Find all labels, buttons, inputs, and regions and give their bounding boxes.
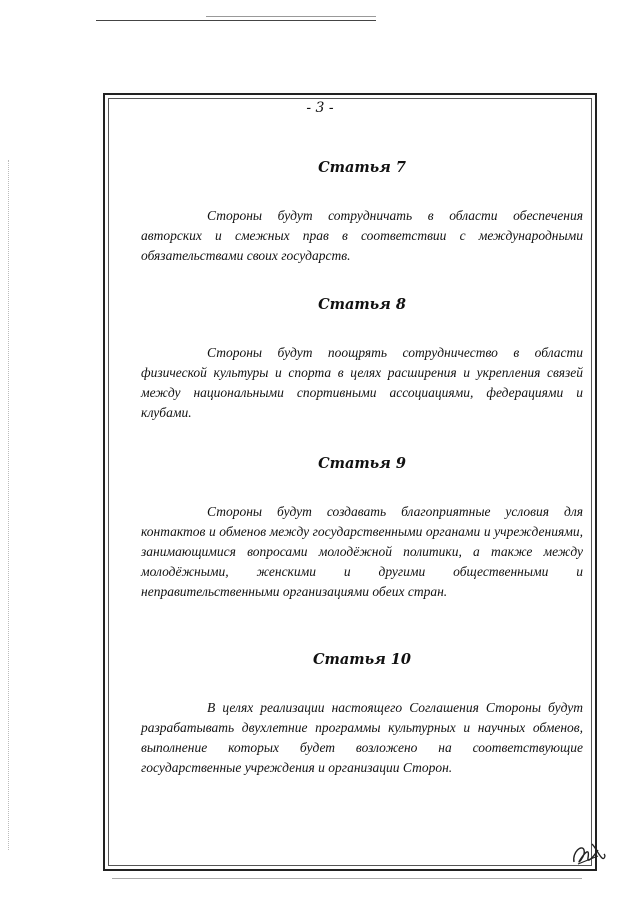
article-text: Стороны будут поощрять сотрудничество в области физической культуры и спорта в целях расширения и укрепления связей между национальными спортивными ассоциациями, федерациями и клубами. — [141, 345, 583, 420]
article-title: Статья 9 — [318, 455, 406, 472]
page-number: - 3 - — [306, 100, 334, 116]
article-text: Стороны будут сотрудничать в области обеспечения авторских и смежных прав в соответствии с международными обязательствами своих государств. — [141, 208, 583, 263]
article-9 — [141, 455, 583, 602]
top-scan-line — [96, 20, 376, 21]
article-title: Статья 10 — [313, 651, 411, 668]
bottom-scan-line — [112, 878, 582, 879]
signature-mark — [568, 836, 608, 870]
article-text: В целях реализации настоящего Соглашения Стороны будут разрабатывать двухлетние программы культурных и научных обменов, выполнение которых будет возложено на соответствующие государственные учреждения и организации Сторон. — [141, 700, 583, 775]
scan-edge-line — [8, 160, 9, 850]
article-title: Статья 7 — [318, 159, 406, 176]
article-7 — [141, 159, 583, 266]
article-title: Статья 8 — [318, 296, 406, 313]
article-10 — [141, 651, 583, 778]
top-scan-line-short — [206, 16, 376, 17]
article-8 — [141, 296, 583, 423]
article-text: Стороны будут создавать благоприятные условия для контактов и обменов между государственными органами и учреждениями, занимающимися вопросами молодёжной политики, а также между молодёжными, женскими и другими общественными и неправительственными организациями обеих стран. — [141, 504, 583, 599]
initials-signature — [568, 836, 608, 874]
